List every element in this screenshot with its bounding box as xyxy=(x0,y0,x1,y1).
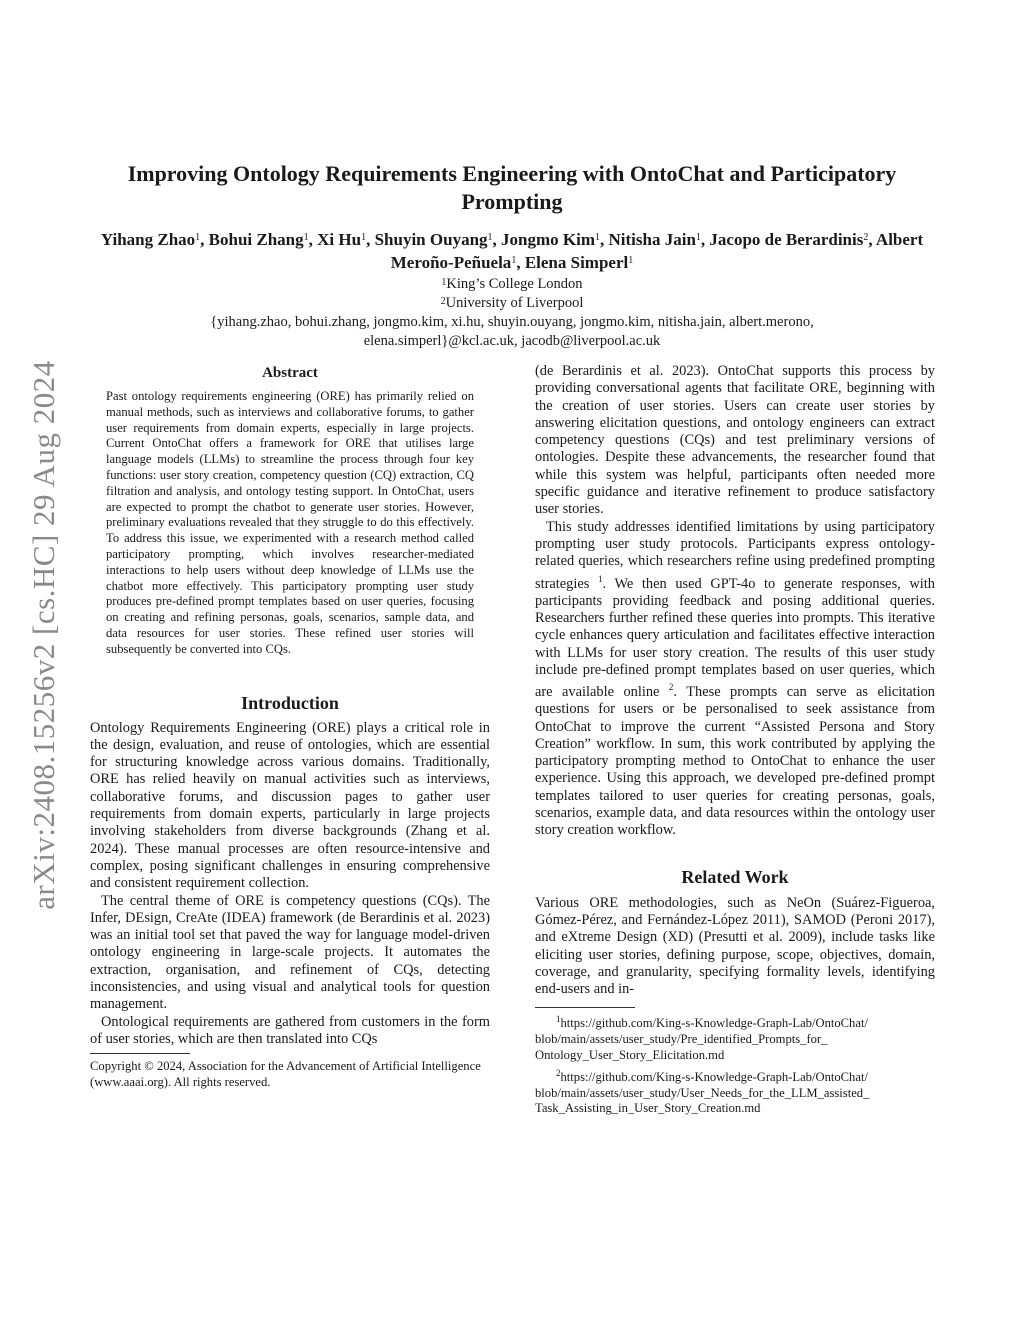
abstract-heading: Abstract xyxy=(262,365,318,381)
body-paragraph: This study addresses identified limitations by using participatory prompting user study protocols. Participants express ontology-related queries, which researchers refine using predefined prompting strategies $^1$. We then used GPT-4o to generate responses, with participants providing feedback and posing additional queries. Researchers further refined these queries into prompts. This iterative cycle enhances query articulation and facilitates effective interaction with LLMs for user story creation. The results of this user study include pre-defined prompt templates based on user queries, which are available online $^2$. These prompts can serve as elicitation questions for users or be personalised to seek assistance from OntoChat to improve the current “Assisted Persona and Story Creation” workflow. In sum, this work contributed by applying the participatory prompting method to OntoChat to enhance the user experience. Using this approach, we developed pre-defined prompt templates tailored to user queries for creating personas, goals, scenarios, example data, and data resources within the ontology user story creation workflow. xyxy=(535,518,935,839)
author-list xyxy=(90,228,934,274)
email-line: elena.simperl}@kcl.ac.uk, jacodb@liverpool.ac.uk xyxy=(363,333,661,349)
affiliation: $^2$University of Liverpool xyxy=(440,295,584,311)
footnote: $^1$https://github.com/King-s-Knowledge-Graph-Lab/OntoChat/ blob/main/assets/user_study/Pre_identified_Prompts_for_ Ontology_User_Story_Elicitation.md xyxy=(535,1012,935,1063)
introduction-paragraph: Ontology Requirements Engineering (ORE) plays a critical role in the design, evaluation, and reuse of ontologies, which are essential for structuring knowledge across various domains. Traditionally, ORE has relied heavily on manual activities such as interviews, collaborative forums, and discussion pages to gather user requirements from domain experts, particularly in large projects involving stakeholders from diverse backgrounds (Zhang et al. 2024). These manual processes are often resource-intensive and complex, posing significant challenges in ensuring comprehensive and consistent requirement collection. xyxy=(90,719,490,892)
footnote-link[interactable]: Ontology_User_Story_Elicitation.md xyxy=(535,1047,725,1062)
author: Albert Meroño-Peñuela$^1$, xyxy=(390,230,924,272)
footnote-link[interactable]: https://github.com/King-s-Knowledge-Graph-Lab/OntoChat/ xyxy=(560,1016,868,1031)
copyright-rule xyxy=(90,1053,190,1054)
footnote-link[interactable]: blob/main/assets/user_study/User_Needs_for_the_LLM_assisted_ xyxy=(535,1085,870,1100)
email-line: {yihang.zhao, bohui.zhang, jongmo.kim, xi.hu, shuyin.ouyang, jongmo.kim, nitisha.jain, albert.merono, xyxy=(210,314,814,330)
author: Shuyin Ouyang$^1$, xyxy=(374,230,502,249)
author: Bohui Zhang$^1$, xyxy=(208,230,318,249)
affiliation: $^1$King’s College London xyxy=(441,276,583,292)
footnote: $^2$https://github.com/King-s-Knowledge-Graph-Lab/OntoChat/ blob/main/assets/user_study/User_Needs_for_the_LLM_assisted_ Task_Assisting_in_User_Story_Creation.md xyxy=(535,1066,935,1117)
related-work-heading: Related Work xyxy=(681,866,789,887)
abstract-text: Past ontology requirements engineering (ORE) has primarily relied on manual methods, such as interviews and collaborative forums, to gather user requirements from domain experts, especially in large projects. Current OntoChat offers a framework for ORE that utilises large language models (LLMs) to streamline the process through four key functions: user story creation, competency question (CQ) extraction, CQ filtration and analysis, and ontology testing support. In OntoChat, users are expected to prompt the chatbot to generate user stories. However, preliminary evaluations revealed that they struggle to do this effectively. To address this issue, we experimented with a research method called participatory prompting, which involves researcher-mediated interactions to help users without deep knowledge of LLMs use the chatbot more effectively. This participatory prompting user study produces pre-defined prompt templates based on user queries, focusing on creating and refining personas, goals, scenarios, sample data, and data resources for user stories. These refined user stories will subsequently be converted into CQs. xyxy=(106,389,474,656)
copyright-notice: Copyright © 2024, Association for the Advancement of Artificial Intelligence (www.aaai.org). All rights reserved. xyxy=(90,1059,481,1089)
affiliations xyxy=(90,275,934,351)
footnote-link[interactable]: blob/main/assets/user_study/Pre_identified_Prompts_for_ xyxy=(535,1032,828,1047)
footnote-ref[interactable]: 1 xyxy=(597,573,603,584)
author: Jacopo de Berardinis$^2$, xyxy=(709,230,876,249)
author: Yihang Zhao$^1$, xyxy=(100,230,209,249)
right-column xyxy=(535,363,935,1117)
footnote-link[interactable]: https://github.com/King-s-Knowledge-Graph-Lab/OntoChat/ xyxy=(560,1070,868,1085)
author: Nitisha Jain$^1$, xyxy=(608,230,710,249)
footnote-ref[interactable]: 2 xyxy=(668,682,674,693)
author: Xi Hu$^1$, xyxy=(317,230,375,249)
paper-title: Improving Ontology Requirements Engineering with OntoChat and Participatory Prompting xyxy=(127,161,897,214)
footnote-link[interactable]: Task_Assisting_in_User_Story_Creation.md xyxy=(535,1101,761,1116)
author: Elena Simperl$^1$ xyxy=(524,253,634,272)
arxiv-identifier[interactable]: arXiv:2408.15256v2 [cs.HC] 29 Aug 2024 xyxy=(26,360,61,910)
footnote-rule xyxy=(535,1007,635,1008)
introduction-paragraph: The central theme of ORE is competency questions (CQs). The Infer, DEsign, CreAte (IDEA) framework (de Berardinis et al. 2023) was an initial tool set that paved the way for language model-driven ontology engineering in large-scale projects. It automates the extraction, organisation, and refinement of CQs, detecting inconsistencies, and using visual and analytical tools for question management. xyxy=(90,892,490,1013)
introduction-paragraph: Ontological requirements are gathered from customers in the form of user stories, which are then translated into CQs xyxy=(90,1013,490,1047)
related-work-paragraph: Various ORE methodologies, such as NeOn (Suárez-Figueroa, Gómez-Pérez, and Fernández-López 2011), SAMOD (Peroni 2017), and eXtreme Design (XD) (Presutti et al. 2009), include tasks like eliciting user stories, defining purpose, scope, objectives, domain, coverage, and granularity, specifying formality levels, identifying end-users and in- xyxy=(535,894,935,998)
body-paragraph: (de Berardinis et al. 2023). OntoChat supports this process by providing conversational agents that facilitate ORE, beginning with the creation of user stories. Users can create user stories by answering elicitation questions, and ontology engineers can extract competency questions (CQs) and test preliminary versions of ontologies. Despite these advancements, the researcher found that while this system was helpful, participants often needed more specific guidance and iterative refinement to produce satisfactory user stories. xyxy=(535,363,935,518)
arxiv-stamp xyxy=(26,330,62,940)
introduction-heading: Introduction xyxy=(241,692,339,713)
left-column xyxy=(90,363,490,1090)
author: Jongmo Kim$^1$, xyxy=(501,230,609,249)
